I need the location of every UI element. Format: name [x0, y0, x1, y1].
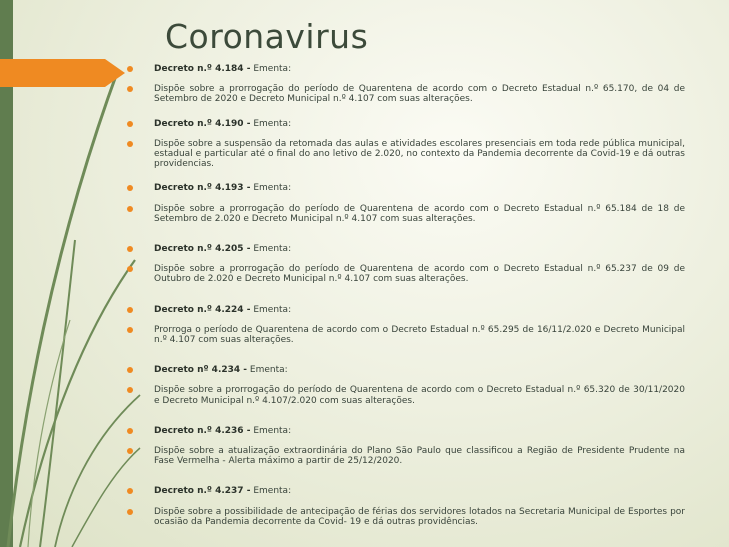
- bullet-icon: [127, 206, 133, 212]
- decree-description: [127, 325, 685, 345]
- list-item: [127, 244, 685, 285]
- decree-heading: [127, 119, 685, 129]
- list-item: [127, 64, 685, 105]
- ementa-label: Ementa:: [253, 118, 292, 129]
- decree-description: [127, 507, 685, 527]
- decree-number: Decreto n.º 4.193 -: [154, 183, 251, 194]
- bullet-icon: [127, 246, 133, 252]
- decree-description: [127, 204, 685, 224]
- list-item: [127, 305, 685, 346]
- bullet-icon: [127, 367, 133, 373]
- list-item: [127, 119, 685, 170]
- ementa-label: Ementa:: [253, 304, 292, 315]
- orange-arrow-banner: [0, 59, 125, 87]
- decree-heading: [127, 486, 685, 496]
- bullet-icon: [127, 509, 133, 515]
- list-item: [127, 426, 685, 467]
- decree-number: Decreto n.º 4.237 -: [154, 486, 251, 497]
- stem-line: [8, 70, 118, 547]
- decree-number: Decreto n.º 4.190 -: [154, 118, 251, 129]
- page-title: Coronavirus: [165, 17, 369, 56]
- decree-description: [127, 446, 685, 466]
- bullet-icon: [127, 387, 133, 393]
- decree-list: [127, 64, 685, 527]
- decree-text: Dispõe sobre a prorrogação do período de Quarentena de acordo com o Decreto Estadual n.º 65.184 de 18 de Setembro de 2.020 e Decreto Municipal n.º 4.107 com suas alterações.: [154, 203, 685, 224]
- decree-number: Decreto n.º 4.236 -: [154, 425, 251, 436]
- bullet-icon: [127, 121, 133, 127]
- decree-heading: [127, 365, 685, 375]
- decree-text: Dispõe sobre a prorrogação do período de Quarentena de acordo com o Decreto Estadual n.º 65.170, de 04 de Setembro de 2020 e Decreto Municipal n.º 4.107 com suas alterações.: [154, 84, 685, 105]
- decree-number: Decreto n.º 4.184 -: [154, 64, 251, 74]
- ementa-label: Ementa:: [253, 183, 292, 194]
- decree-text: Dispõe sobre a prorrogação do período de Quarentena de acordo com o Decreto Estadual n.º 65.320 de 30/11/2020 e Decreto Municipal n.º 4.107/2.020 com suas alterações.: [154, 385, 685, 406]
- stem-line: [40, 240, 75, 547]
- decree-description: [127, 385, 685, 405]
- ementa-label: Ementa:: [253, 425, 292, 436]
- decree-description: [127, 84, 685, 104]
- decree-description: [127, 264, 685, 284]
- bullet-icon: [127, 327, 133, 333]
- bullet-icon: [127, 66, 133, 72]
- decree-number: Decreto n.º 4.205 -: [154, 244, 251, 255]
- ementa-label: Ementa:: [249, 365, 288, 376]
- decree-heading: [127, 183, 685, 193]
- decree-text: Dispõe sobre a possibilidade de antecipação de férias dos servidores lotados na Secretaria Municipal de Esportes por ocasião da Pandemia decorrente da Covid- 19 e dá outras providências.: [154, 506, 685, 527]
- decree-heading: [127, 305, 685, 315]
- bullet-icon: [127, 266, 133, 272]
- decree-text: Dispõe sobre a prorrogação do período de Quarentena de acordo com o Decreto Estadual n.º 65.237 de 09 de Outubro de 2.020 e Decreto Municipal n.º 4.107 com suas alterações.: [154, 264, 685, 285]
- decree-description: [127, 139, 685, 170]
- decree-number: Decreto nº 4.234 -: [154, 365, 248, 376]
- decree-text: Prorroga o período de Quarentena de acordo com o Decreto Estadual n.º 65.295 de 16/11/2.020 e Decreto Municipal n.º 4.107 com suas alterações.: [154, 324, 685, 346]
- bullet-icon: [127, 185, 133, 191]
- list-item: [127, 183, 685, 224]
- decree-text: Dispõe sobre a atualização extraordinária do Plano São Paulo que classificou a Região de Presidente Prudente na Fase Vermelha - Alerta máximo a partir de 25/12/2020.: [154, 446, 685, 467]
- bullet-icon: [127, 488, 133, 494]
- bullet-icon: [127, 448, 133, 454]
- ementa-label: Ementa:: [253, 486, 292, 497]
- stem-line: [20, 260, 135, 547]
- bullet-icon: [127, 141, 133, 147]
- bullet-icon: [127, 86, 133, 92]
- decree-heading: [127, 426, 685, 436]
- decree-number: Decreto n.º 4.224 -: [154, 304, 251, 315]
- list-item: [127, 365, 685, 406]
- bullet-icon: [127, 428, 133, 434]
- ementa-label: Ementa:: [253, 64, 292, 74]
- decree-heading: [127, 64, 685, 74]
- decree-heading: [127, 244, 685, 254]
- bullet-icon: [127, 307, 133, 313]
- decree-text: Dispõe sobre a suspensão da retomada das aulas e atividades escolares presenciais em toda rede pública municipal, estadual e particular até o final do ano letivo de 2.020, no contexto da Pandemia decorrente da Covid-19 e dá outras providencias.: [154, 138, 685, 170]
- list-item: [127, 486, 685, 527]
- ementa-label: Ementa:: [253, 244, 292, 255]
